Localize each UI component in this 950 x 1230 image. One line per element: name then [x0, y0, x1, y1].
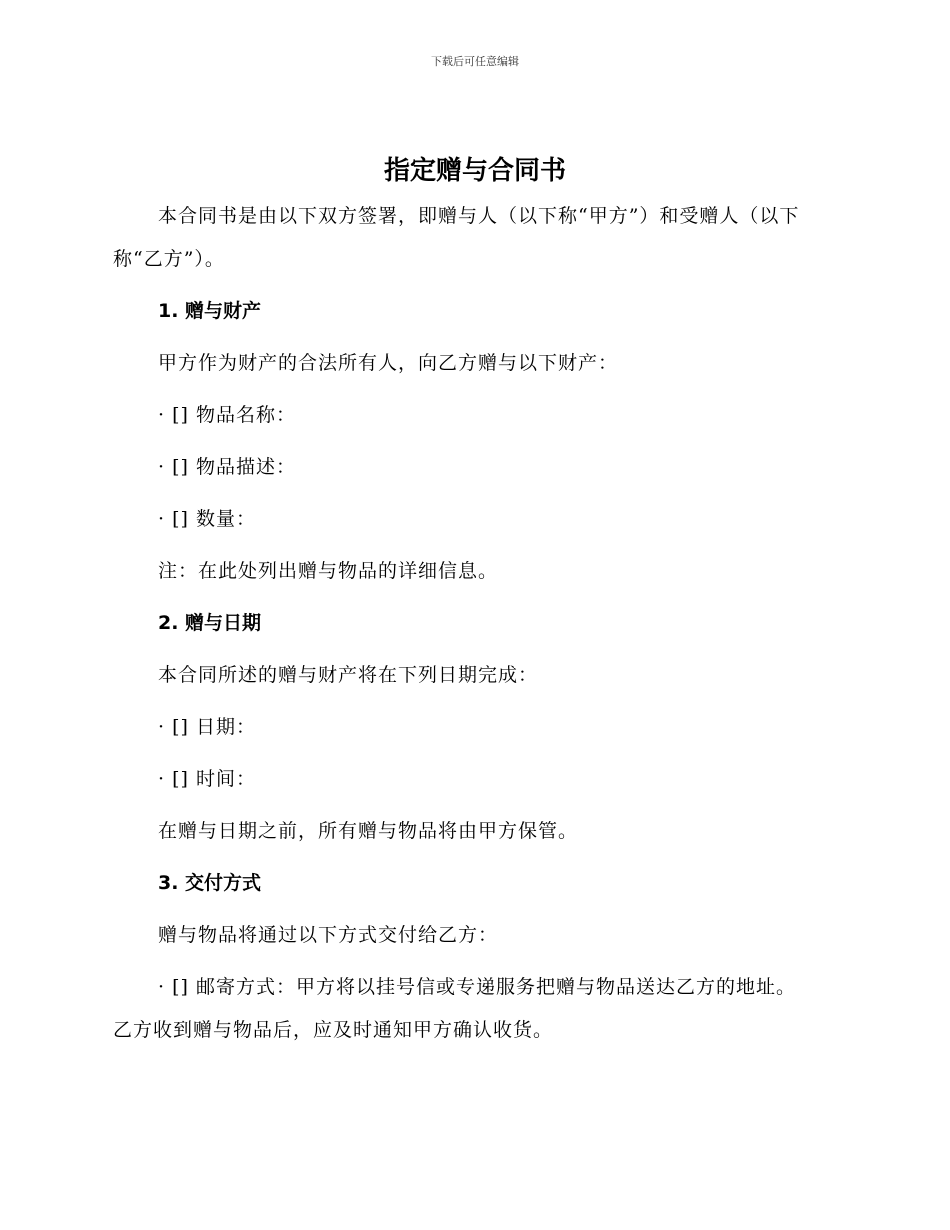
delivery-method-field: · [] 邮寄方式：甲方将以挂号信或专递服务把赠与物品送达乙方的地址。乙方收到赠与物品后，应及时通知甲方确认收货。	[113, 976, 796, 1041]
section-2-note: 在赠与日期之前，所有赠与物品将由甲方保管。	[158, 820, 579, 842]
date-field: · [] 日期：	[158, 716, 256, 738]
section-2-heading: 2. 赠与日期	[158, 612, 262, 634]
item-description-field: · [] 物品描述：	[158, 456, 296, 478]
section-2-text: 本合同所述的赠与财产将在下列日期完成：	[158, 664, 539, 686]
document-body	[113, 195, 808, 1052]
section-3-text: 赠与物品将通过以下方式交付给乙方：	[158, 924, 499, 946]
page-header-note: 下载后可任意编辑	[431, 55, 519, 68]
item-quantity-field: · [] 数量：	[158, 508, 256, 530]
section-1-text: 甲方作为财产的合法所有人，向乙方赠与以下财产：	[158, 352, 619, 374]
document-title: 指定赠与合同书	[383, 156, 566, 186]
time-field: · [] 时间：	[158, 768, 256, 790]
section-1-note: 注：在此处列出赠与物品的详细信息。	[158, 560, 499, 582]
section-3-heading: 3. 交付方式	[158, 872, 262, 894]
intro-paragraph: 本合同书是由以下双方签署，即赠与人（以下称“甲方”）和受赠人（以下称“乙方”）。	[113, 205, 800, 270]
section-1-heading: 1. 赠与财产	[158, 300, 262, 322]
item-name-field: · [] 物品名称：	[158, 404, 296, 426]
